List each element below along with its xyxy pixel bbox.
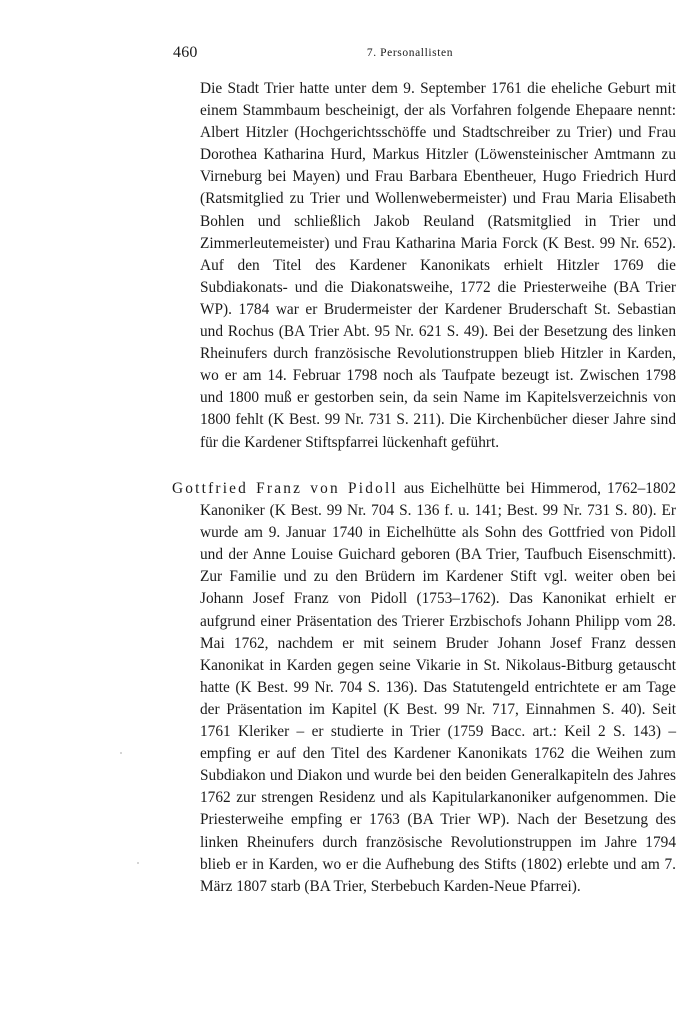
margin-mark [120, 752, 122, 754]
entry-text: aus Eichelhütte bei Himmerod, 1762–1802 Kanoniker (K Best. 99 Nr. 704 S. 136 f. u. 141; Best. 99 Nr. 731 S. 80). Er wurde am 9. Januar 1740 in Eichelhütte als Sohn des Gottfried von Pidoll und der Anne Louise Guichard geboren (BA Trier, Taufbuch Eisenschmitt). Zur Familie und zu den Brüdern im Kardener Stift vgl. weiter oben bei Johann Josef Franz von Pidoll (1753–1762). Das Kanonikat erhielt er aufgrund einer Präsentation des Trierer Erzbischofs Johann Philipp vom 28. Mai 1762, nachdem er mit seinem Bruder Johann Josef Franz dessen Kanonikat in Karden gegen seine Vikarie in St. Nikolaus-Bitburg getauscht hatte (K Best. 99 Nr. 704 S. 136). Das Statutengeld entrichtete er am Tage der Präsentation im Kapitel (K Best. 99 Nr. 717, Einnahmen S. 40). Seit 1761 Kleriker – er studierte in Trier (1759 Bacc. art.: Keil 2 S. 143) – empfing er auf den Titel des Kardener Kanonikats 1762 die Weihen zum Subdiakon und Diakon und wurde bei den beiden Generalkapiteln des Jahres 1762 zur strengen Residenz und als Kapitularkanoniker aufgenommen. Die Priesterweihe empfing er 1763 (BA Trier WP). Nach der Besetzung des linken Rheinufers durch französische Revolutionstruppen im Jahre 1794 blieb er in Karden, wo er die Aufhebung des Stifts (1802) erlebte und am 7. März 1807 starb (BA Trier, Sterbebuch Karden-Neue Pfarrei). [200, 480, 676, 895]
entry-paragraph-hitzler-continued [200, 78, 676, 454]
running-head: 7. Personallisten [366, 47, 454, 59]
page-number: 460 [173, 44, 198, 61]
entry-paragraph-pidoll [172, 478, 676, 898]
margin-mark [137, 862, 139, 864]
entry-text: Die Stadt Trier hatte unter dem 9. September 1761 die eheliche Geburt mit einem Stammbaum bescheinigt, der als Vorfahren folgende Ehepaare nennt: Albert Hitzler (Hochgerichtsschöffe und Stadtschreiber zu Trier) und Frau Dorothea Katharina Hurd, Markus Hitzler (Löwensteinischer Amtmann zu Virneburg bei Mayen) und Frau Barbara Ebentheuer, Hugo Friedrich Hurd (Ratsmitglied zu Trier und Wollenwebermeister) und Frau Maria Elisabeth Bohlen und schließlich Jakob Reuland (Ratsmitglied in Trier und Zimmerleutemeister) und Frau Katharina Maria Forck (K Best. 99 Nr. 652). Auf den Titel des Kardener Kanonikats erhielt Hitzler 1769 die Subdiakonats- und die Diakonatsweihe, 1772 die Priesterweihe (BA Trier WP). 1784 war er Brudermeister der Kardener Bruderschaft St. Sebastian und Rochus (BA Trier Abt. 95 Nr. 621 S. 49). Bei der Besetzung des linken Rheinufers durch französische Revolutionstruppen blieb Hitzler in Karden, wo er am 14. Februar 1798 noch als Taufpate bezeugt ist. Zwischen 1798 und 1800 muß er gestorben sein, da sein Name im Kapitelsverzeichnis von 1800 fehlt (K Best. 99 Nr. 731 S. 211). Die Kirchenbücher dieser Jahre sind für die Kardener Stiftspfarrei lückenhaft geführt. [200, 80, 676, 451]
entry-name: Gottfried Franz von Pidoll [172, 480, 398, 497]
